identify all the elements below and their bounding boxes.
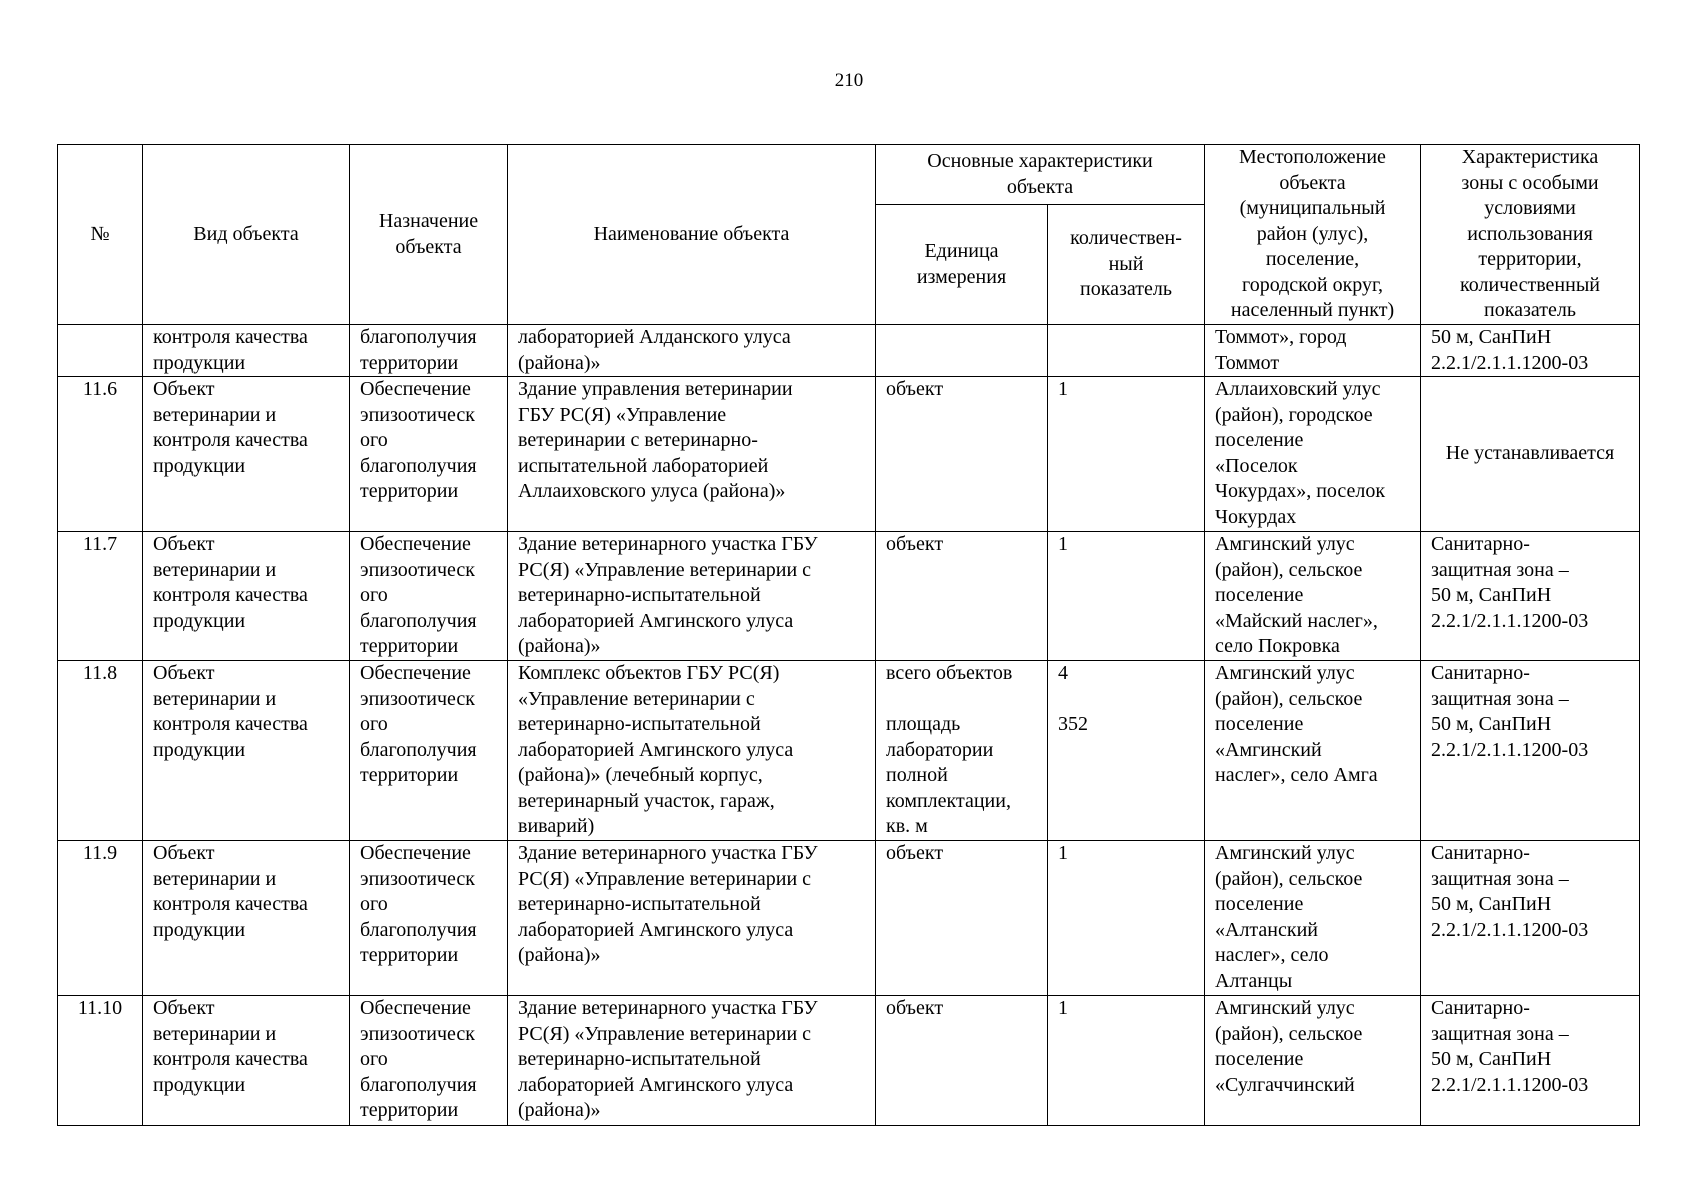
cell-kind: контроля качества продукции bbox=[143, 325, 350, 377]
cell-unit: объект bbox=[876, 996, 1048, 1126]
cell-unit bbox=[876, 325, 1048, 377]
cell-location: Томмот», город Томмот bbox=[1205, 325, 1421, 377]
cell-location: Аллаиховский улус (район), городское поселение «Поселок Чокурдах», поселок Чокурдах bbox=[1205, 377, 1421, 532]
header-num: № bbox=[58, 145, 143, 325]
header-unit: Единица измерения bbox=[876, 205, 1048, 325]
table-row bbox=[58, 532, 1640, 661]
table-row bbox=[58, 325, 1640, 377]
header-main-characteristics: Основные характеристики объекта bbox=[876, 145, 1205, 205]
header-kind: Вид объекта bbox=[143, 145, 350, 325]
header-purpose: Назначение объекта bbox=[350, 145, 508, 325]
header-name: Наименование объекта bbox=[508, 145, 876, 325]
cell-name: лабораторией Алданского улуса (района)» bbox=[508, 325, 876, 377]
cell-location: Амгинский улус (район), сельское поселение «Алтанский наслег», село Алтанцы bbox=[1205, 841, 1421, 996]
table-row bbox=[58, 841, 1640, 996]
header-location: Местоположение объекта (муниципальный район (улус), поселение, городской округ, населенный пункт) bbox=[1205, 145, 1421, 325]
cell-num: 11.6 bbox=[58, 377, 143, 532]
table-body bbox=[58, 325, 1640, 1126]
cell-kind: Объект ветеринарии и контроля качества продукции bbox=[143, 532, 350, 661]
page-number: 210 bbox=[834, 70, 864, 91]
cell-num: 11.8 bbox=[58, 661, 143, 841]
cell-location: Амгинский улус (район), сельское поселение «Майский наслег», село Покровка bbox=[1205, 532, 1421, 661]
cell-purpose: Обеспечение эпизоотическ ого благополучия территории bbox=[350, 841, 508, 996]
table-row bbox=[58, 996, 1640, 1126]
cell-purpose: Обеспечение эпизоотическ ого благополучия территории bbox=[350, 532, 508, 661]
cell-zone: Санитарно- защитная зона – 50 м, СанПиН 2.2.1/2.1.1.1200-03 bbox=[1421, 841, 1640, 996]
cell-num: 11.9 bbox=[58, 841, 143, 996]
cell-zone: Санитарно- защитная зона – 50 м, СанПиН 2.2.1/2.1.1.1200-03 bbox=[1421, 996, 1640, 1126]
cell-kind: Объект ветеринарии и контроля качества продукции bbox=[143, 841, 350, 996]
cell-purpose: Обеспечение эпизоотическ ого благополучия территории bbox=[350, 377, 508, 532]
cell-num bbox=[58, 325, 143, 377]
cell-num: 11.7 bbox=[58, 532, 143, 661]
cell-quantity: 4 352 bbox=[1048, 661, 1205, 841]
objects-table bbox=[57, 144, 1640, 1126]
cell-purpose: Обеспечение эпизоотическ ого благополучия территории bbox=[350, 661, 508, 841]
header-quantity: количествен- ный показатель bbox=[1048, 205, 1205, 325]
cell-unit: всего объектов площадь лаборатории полной комплектации, кв. м bbox=[876, 661, 1048, 841]
cell-unit: объект bbox=[876, 377, 1048, 532]
cell-kind: Объект ветеринарии и контроля качества продукции bbox=[143, 996, 350, 1126]
cell-name: Здание ветеринарного участка ГБУ РС(Я) «Управление ветеринарии с ветеринарно-испытательной лабораторией Амгинского улуса (района)» bbox=[508, 532, 876, 661]
cell-zone: Не устанавливается bbox=[1421, 377, 1640, 532]
cell-quantity: 1 bbox=[1048, 841, 1205, 996]
cell-quantity bbox=[1048, 325, 1205, 377]
table-row bbox=[58, 377, 1640, 532]
cell-name: Здание управления ветеринарии ГБУ РС(Я) «Управление ветеринарии с ветеринарно- испытательной лабораторией Аллаиховского улуса (района)» bbox=[508, 377, 876, 532]
cell-kind: Объект ветеринарии и контроля качества продукции bbox=[143, 377, 350, 532]
cell-zone: Санитарно- защитная зона – 50 м, СанПиН 2.2.1/2.1.1.1200-03 bbox=[1421, 661, 1640, 841]
cell-zone: 50 м, СанПиН 2.2.1/2.1.1.1200-03 bbox=[1421, 325, 1640, 377]
cell-name: Здание ветеринарного участка ГБУ РС(Я) «Управление ветеринарии с ветеринарно-испытательной лабораторией Амгинского улуса (района)» bbox=[508, 841, 876, 996]
cell-kind: Объект ветеринарии и контроля качества продукции bbox=[143, 661, 350, 841]
cell-quantity: 1 bbox=[1048, 532, 1205, 661]
header-zone: Характеристика зоны с особыми условиями использования территории, количественный показатель bbox=[1421, 145, 1640, 325]
cell-unit: объект bbox=[876, 532, 1048, 661]
cell-name: Комплекс объектов ГБУ РС(Я) «Управление ветеринарии с ветеринарно-испытательной лабораторией Амгинского улуса (района)» (лечебный корпус, ветеринарный участок, гараж, виварий) bbox=[508, 661, 876, 841]
table-row bbox=[58, 661, 1640, 841]
cell-location: Амгинский улус (район), сельское поселение «Сулгаччинский bbox=[1205, 996, 1421, 1126]
cell-purpose: благополучия территории bbox=[350, 325, 508, 377]
cell-num: 11.10 bbox=[58, 996, 143, 1126]
cell-quantity: 1 bbox=[1048, 377, 1205, 532]
cell-zone: Санитарно- защитная зона – 50 м, СанПиН 2.2.1/2.1.1.1200-03 bbox=[1421, 532, 1640, 661]
cell-name: Здание ветеринарного участка ГБУ РС(Я) «Управление ветеринарии с ветеринарно-испытательной лабораторией Амгинского улуса (района)» bbox=[508, 996, 876, 1126]
cell-unit: объект bbox=[876, 841, 1048, 996]
cell-location: Амгинский улус (район), сельское поселение «Амгинский наслег», село Амга bbox=[1205, 661, 1421, 841]
cell-purpose: Обеспечение эпизоотическ ого благополучия территории bbox=[350, 996, 508, 1126]
table-header bbox=[58, 145, 1640, 325]
cell-quantity: 1 bbox=[1048, 996, 1205, 1126]
